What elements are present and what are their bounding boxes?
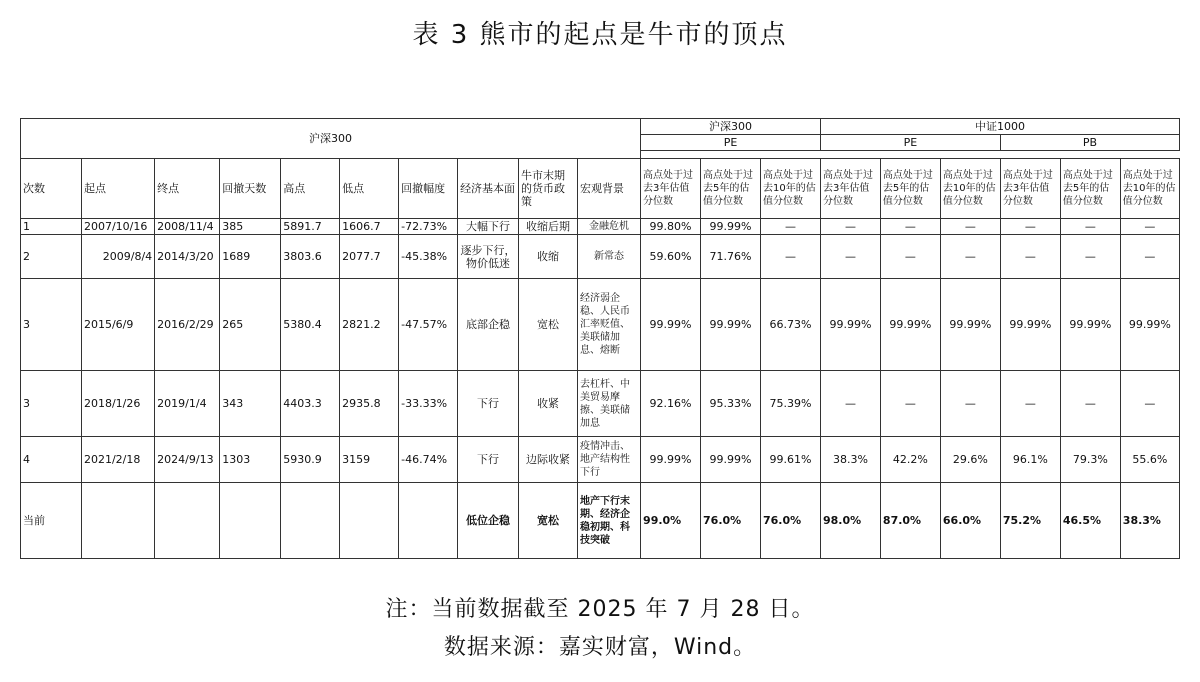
table-cell [340,483,399,559]
table-cell: 去杠杆、中美贸易摩擦、美联储加息 [578,371,641,437]
valuation-column-header: 高点处于过去3年估值分位数 [641,159,701,219]
table-cell: 76.0% [760,483,820,559]
table-cell: 3 [21,371,82,437]
table-cell: — [1060,235,1120,279]
table-cell: 99.99% [641,437,701,483]
table-cell: 2 [21,235,82,279]
table-cell: 99.0% [641,483,701,559]
table-cell: 99.99% [1000,279,1060,371]
zz1000-pe-header: PE [820,135,1000,151]
valuation-column-header: 高点处于过去3年估值分位数 [820,159,880,219]
table-title: 表 3 熊市的起点是牛市的顶点 [412,20,788,50]
table-cell [281,483,340,559]
table-cell: 96.1% [1000,437,1060,483]
table-cell: 1606.7 [340,219,399,235]
hs300-pe-header: PE [641,135,821,151]
table-cell: 2821.2 [340,279,399,371]
hs300-group-header: 沪深300 [21,119,641,159]
table-cell: 边际收紧 [519,437,578,483]
column-header: 回撤幅度 [399,159,458,219]
valuation-column-header: 高点处于过去10年的估值分位数 [940,159,1000,219]
table-cell: — [1000,235,1060,279]
table-cell: — [880,235,940,279]
table-cell: 99.99% [1120,279,1179,371]
table-cell [155,483,220,559]
table-cell: 3159 [340,437,399,483]
table-cell: — [760,219,820,235]
table-row [21,437,1180,483]
table-cell: — [1120,235,1179,279]
table-cell: 75.39% [760,371,820,437]
table-cell: 地产下行末期、经济企稳初期、科技突破 [578,483,641,559]
table-cell: 75.2% [1000,483,1060,559]
table-cell: 2019/1/4 [155,371,220,437]
table-cell: 99.99% [701,437,761,483]
table-row [21,279,1180,371]
table-cell: — [880,219,940,235]
table-cell: 343 [220,371,281,437]
table-cell: 99.99% [880,279,940,371]
table-cell: 收缩后期 [519,219,578,235]
table-cell: — [940,235,1000,279]
valuation-column-header: 高点处于过去5年的估值分位数 [880,159,940,219]
table-cell: — [940,371,1000,437]
note-text: 注：当前数据截至 2025 年 7 月 28 日。 [385,597,815,622]
table-cell: 宽松 [519,279,578,371]
column-header: 回撤天数 [220,159,281,219]
table-cell: 29.6% [940,437,1000,483]
table-cell: 38.3% [1120,483,1179,559]
table-row [21,219,1180,235]
table-cell: 3803.6 [281,235,340,279]
valuation-column-header: 高点处于过去3年估值分位数 [1000,159,1060,219]
table-cell: 低位企稳 [458,483,519,559]
table-cell: 2024/9/13 [155,437,220,483]
table-cell: 99.99% [641,279,701,371]
table-row [21,235,1180,279]
table-cell: — [880,371,940,437]
table-cell: 76.0% [701,483,761,559]
table-cell: 当前 [21,483,82,559]
column-header: 经济基本面 [458,159,519,219]
table-cell: -72.73% [399,219,458,235]
table-cell: 2016/2/29 [155,279,220,371]
table-cell: 下行 [458,371,519,437]
table-cell: 2007/10/16 [81,219,154,235]
table-cell: 99.80% [641,219,701,235]
table-cell: 5930.9 [281,437,340,483]
table-cell: 4403.3 [281,371,340,437]
table-cell: 1303 [220,437,281,483]
table-cell: 265 [220,279,281,371]
table-cell: 3 [21,279,82,371]
table-cell: 385 [220,219,281,235]
table-cell: — [820,235,880,279]
table-cell: 新常态 [578,235,641,279]
table-cell: 42.2% [880,437,940,483]
table-cell: 66.73% [760,279,820,371]
column-header: 牛市末期的货币政策 [519,159,578,219]
table-cell: — [760,235,820,279]
table-cell: 大幅下行 [458,219,519,235]
table-cell: 2935.8 [340,371,399,437]
valuation-column-header: 高点处于过去10年的估值分位数 [760,159,820,219]
table-cell: — [820,219,880,235]
column-header: 高点 [281,159,340,219]
table-cell: 5380.4 [281,279,340,371]
zz1000-pb-header: PB [1000,135,1179,151]
table-cell: -45.38% [399,235,458,279]
table-cell: -46.74% [399,437,458,483]
table-cell: 2009/8/4 [81,235,154,279]
table-cell: — [1000,219,1060,235]
valuation-column-header: 高点处于过去5年的估值分位数 [1060,159,1120,219]
table-cell: — [1000,371,1060,437]
table-cell: — [1060,219,1120,235]
column-header: 次数 [21,159,82,219]
table-cell: 逐步下行，物价低迷 [458,235,519,279]
source-text: 数据来源：嘉实财富，Wind。 [443,635,757,660]
zz1000-group-header: 中证1000 [820,119,1179,135]
table-row [21,483,1180,559]
table-cell: -47.57% [399,279,458,371]
table-cell: -33.33% [399,371,458,437]
table-cell: 收缩 [519,235,578,279]
table-cell: 79.3% [1060,437,1120,483]
table-cell [220,483,281,559]
table-cell [81,483,154,559]
table-cell: 95.33% [701,371,761,437]
table-cell: — [1120,219,1179,235]
table-cell: 46.5% [1060,483,1120,559]
table-cell: 99.99% [701,219,761,235]
bear-market-table [20,118,1180,559]
table-cell: 收紧 [519,371,578,437]
table-cell: 71.76% [701,235,761,279]
column-header: 终点 [155,159,220,219]
valuation-column-header: 高点处于过去5年的估值分位数 [701,159,761,219]
hs300-pe-group-header: 沪深300 [641,119,821,135]
table-cell: 下行 [458,437,519,483]
column-header: 低点 [340,159,399,219]
table-cell: 87.0% [880,483,940,559]
table-cell: — [1060,371,1120,437]
table-cell: 99.99% [820,279,880,371]
table-cell: 2018/1/26 [81,371,154,437]
table-cell: 99.99% [701,279,761,371]
table-cell: 宽松 [519,483,578,559]
table-cell: 66.0% [940,483,1000,559]
table-cell: 5891.7 [281,219,340,235]
table-cell: — [940,219,1000,235]
table-row [21,371,1180,437]
table-cell: 99.61% [760,437,820,483]
table-cell: — [1120,371,1179,437]
column-header: 起点 [81,159,154,219]
table-cell: 1 [21,219,82,235]
table-cell: 92.16% [641,371,701,437]
table-cell: 55.6% [1120,437,1179,483]
table-cell: 疫情冲击、地产结构性下行 [578,437,641,483]
valuation-column-header: 高点处于过去10年的估值分位数 [1120,159,1179,219]
table-cell: 98.0% [820,483,880,559]
table-cell: 2014/3/20 [155,235,220,279]
table-cell: 底部企稳 [458,279,519,371]
table-cell: 1689 [220,235,281,279]
table-cell: 4 [21,437,82,483]
table-cell: 2008/11/4 [155,219,220,235]
table-cell: 经济弱企稳、人民币汇率贬值、美联储加息、熔断 [578,279,641,371]
table-cell: — [820,371,880,437]
table-cell: 99.99% [1060,279,1120,371]
table-cell: 38.3% [820,437,880,483]
table-cell: 2021/2/18 [81,437,154,483]
table-cell: 99.99% [940,279,1000,371]
column-header: 宏观背景 [578,159,641,219]
table-cell: 2077.7 [340,235,399,279]
table-cell: 59.60% [641,235,701,279]
table-cell: 2015/6/9 [81,279,154,371]
table-cell [399,483,458,559]
table-cell: 金融危机 [578,219,641,235]
